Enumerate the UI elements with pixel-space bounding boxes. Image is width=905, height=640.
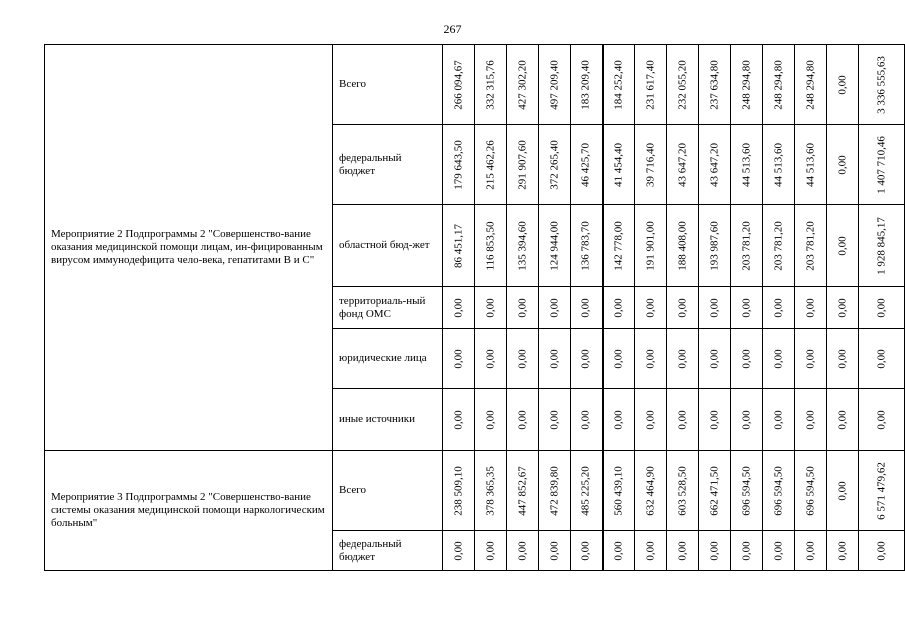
value-text: 0,00 xyxy=(836,235,848,256)
value-text: 44 513,60 xyxy=(804,142,816,187)
funding-source: Всего xyxy=(333,451,443,531)
value-text: 0,00 xyxy=(676,297,688,318)
value-cell xyxy=(827,389,859,451)
value-cell xyxy=(443,389,475,451)
value-text: 136 783,70 xyxy=(579,220,592,271)
value-text: 0,00 xyxy=(516,297,528,318)
value-text: 0,00 xyxy=(548,409,560,430)
value-cell xyxy=(699,287,731,329)
value-text: 0,00 xyxy=(676,409,688,430)
value-text: 0,00 xyxy=(804,348,816,369)
value-cell xyxy=(731,531,763,571)
value-cell xyxy=(635,287,667,329)
value-cell xyxy=(475,531,507,571)
value-text: 0,00 xyxy=(579,297,592,318)
value-cell xyxy=(667,329,699,389)
value-cell xyxy=(763,389,795,451)
value-text: 0,00 xyxy=(836,154,848,175)
value-cell xyxy=(443,287,475,329)
funding-source: областной бюд-жет xyxy=(333,205,443,287)
value-text: 0,00 xyxy=(452,409,464,430)
value-text: 0,00 xyxy=(740,297,752,318)
value-cell xyxy=(507,205,539,287)
value-text: 248 294,80 xyxy=(772,59,784,110)
value-text: 0,00 xyxy=(836,480,848,501)
table-row xyxy=(45,45,905,125)
value-text: 0,00 xyxy=(836,348,848,369)
value-text: 332 315,76 xyxy=(484,59,496,110)
value-text: 291 907,60 xyxy=(516,139,528,190)
value-cell xyxy=(539,531,571,571)
value-cell xyxy=(475,451,507,531)
value-cell xyxy=(859,389,905,451)
value-cell xyxy=(699,531,731,571)
value-text: 0,00 xyxy=(612,409,625,430)
value-text: 124 944,00 xyxy=(548,220,560,271)
value-cell xyxy=(571,329,603,389)
value-cell xyxy=(443,205,475,287)
value-cell xyxy=(539,125,571,205)
value-text: 215 462,26 xyxy=(484,139,496,190)
value-text: 203 781,20 xyxy=(740,220,752,271)
value-cell xyxy=(507,329,539,389)
value-cell xyxy=(795,329,827,389)
value-cell xyxy=(571,125,603,205)
value-cell xyxy=(571,451,603,531)
value-text: 41 454,40 xyxy=(612,142,625,187)
value-text: 135 394,60 xyxy=(516,220,528,271)
value-cell xyxy=(731,287,763,329)
value-cell xyxy=(475,205,507,287)
value-text: 378 365,35 xyxy=(484,465,496,516)
value-cell xyxy=(731,125,763,205)
value-cell xyxy=(443,451,475,531)
value-text: 0,00 xyxy=(875,348,887,369)
value-text: 696 594,50 xyxy=(772,465,784,516)
value-cell xyxy=(731,389,763,451)
value-text: 472 839,80 xyxy=(548,465,560,516)
value-cell xyxy=(603,329,635,389)
value-cell xyxy=(475,125,507,205)
value-cell xyxy=(603,205,635,287)
value-text: 0,00 xyxy=(484,297,496,318)
value-cell xyxy=(507,287,539,329)
value-text: 0,00 xyxy=(516,348,528,369)
value-cell xyxy=(859,205,905,287)
value-cell xyxy=(699,205,731,287)
value-text: 0,00 xyxy=(740,409,752,430)
value-text: 0,00 xyxy=(875,409,887,430)
value-text: 1 407 710,46 xyxy=(875,135,887,194)
value-cell xyxy=(507,45,539,125)
value-text: 0,00 xyxy=(516,409,528,430)
value-text: 0,00 xyxy=(708,409,720,430)
value-text: 696 594,50 xyxy=(804,465,816,516)
value-cell xyxy=(507,125,539,205)
value-text: 0,00 xyxy=(804,409,816,430)
value-text: 184 252,40 xyxy=(612,59,625,110)
value-cell xyxy=(763,329,795,389)
value-cell xyxy=(571,389,603,451)
value-text: 0,00 xyxy=(644,297,656,318)
value-text: 248 294,80 xyxy=(804,59,816,110)
value-text: 193 987,60 xyxy=(708,220,720,271)
value-cell xyxy=(731,205,763,287)
value-cell xyxy=(667,205,699,287)
value-cell xyxy=(699,45,731,125)
value-text: 485 225,20 xyxy=(579,465,592,516)
value-cell xyxy=(475,287,507,329)
value-text: 0,00 xyxy=(548,540,560,561)
value-cell xyxy=(571,45,603,125)
value-cell xyxy=(667,389,699,451)
value-text: 0,00 xyxy=(548,297,560,318)
value-text: 237 634,80 xyxy=(708,59,720,110)
value-text: 0,00 xyxy=(612,348,625,369)
value-text: 183 209,40 xyxy=(579,59,592,110)
value-text: 0,00 xyxy=(548,348,560,369)
value-text: 39 716,40 xyxy=(644,142,656,187)
value-text: 0,00 xyxy=(772,540,784,561)
value-cell xyxy=(443,45,475,125)
value-cell xyxy=(475,45,507,125)
value-text: 0,00 xyxy=(644,540,656,561)
value-text: 0,00 xyxy=(740,348,752,369)
value-cell xyxy=(859,329,905,389)
value-cell xyxy=(699,125,731,205)
value-text: 231 617,40 xyxy=(644,59,656,110)
value-text: 0,00 xyxy=(875,540,887,561)
value-text: 86 451,17 xyxy=(452,223,464,268)
value-cell xyxy=(699,389,731,451)
page-number: 267 xyxy=(443,22,462,36)
value-cell xyxy=(763,451,795,531)
value-text: 44 513,60 xyxy=(772,142,784,187)
event-name: Мероприятие 3 Подпрограммы 2 "Совершенство-вание системы оказания медицинской помощи наркологическим больным" xyxy=(45,451,333,571)
value-cell xyxy=(859,531,905,571)
value-text: 43 647,20 xyxy=(676,142,688,187)
value-text: 191 901,00 xyxy=(644,220,656,271)
value-text: 662 471,50 xyxy=(708,465,720,516)
value-text: 6 571 479,62 xyxy=(875,461,887,520)
table-row xyxy=(45,451,905,531)
value-cell xyxy=(827,45,859,125)
value-cell xyxy=(827,451,859,531)
value-text: 0,00 xyxy=(708,348,720,369)
value-cell xyxy=(859,287,905,329)
value-cell xyxy=(603,531,635,571)
value-cell xyxy=(763,287,795,329)
value-text: 188 408,00 xyxy=(676,220,688,271)
value-text: 0,00 xyxy=(579,348,592,369)
value-cell xyxy=(603,125,635,205)
value-cell xyxy=(827,125,859,205)
value-cell xyxy=(731,451,763,531)
value-cell xyxy=(507,531,539,571)
value-text: 497 209,40 xyxy=(548,59,560,110)
value-text: 0,00 xyxy=(452,297,464,318)
value-cell xyxy=(667,451,699,531)
value-cell xyxy=(507,451,539,531)
value-text: 0,00 xyxy=(804,540,816,561)
value-text: 0,00 xyxy=(676,540,688,561)
value-text: 203 781,20 xyxy=(804,220,816,271)
value-cell xyxy=(475,389,507,451)
value-text: 0,00 xyxy=(644,409,656,430)
value-cell xyxy=(635,125,667,205)
funding-source: федеральный бюджет xyxy=(333,125,443,205)
value-cell xyxy=(635,389,667,451)
value-text: 560 439,10 xyxy=(612,465,625,516)
value-text: 0,00 xyxy=(644,348,656,369)
value-text: 1 928 845,17 xyxy=(875,216,887,275)
value-text: 44 513,60 xyxy=(740,142,752,187)
value-text: 0,00 xyxy=(452,348,464,369)
value-cell xyxy=(699,451,731,531)
value-text: 232 055,20 xyxy=(676,59,688,110)
event-name: Мероприятие 2 Подпрограммы 2 "Совершенство-вание оказания медицинской помощи лицам, ин-фицированным вирусом иммунодефицита чело-века, гепатитами В и С" xyxy=(45,45,333,451)
value-cell xyxy=(539,45,571,125)
value-cell xyxy=(667,531,699,571)
value-text: 0,00 xyxy=(484,409,496,430)
value-cell xyxy=(635,205,667,287)
value-text: 0,00 xyxy=(836,409,848,430)
value-text: 427 302,20 xyxy=(516,59,528,110)
value-cell xyxy=(827,205,859,287)
value-cell xyxy=(635,531,667,571)
value-text: 142 778,00 xyxy=(612,220,625,271)
value-text: 116 853,50 xyxy=(484,220,496,271)
funding-source: Всего xyxy=(333,45,443,125)
value-text: 0,00 xyxy=(579,540,592,561)
value-cell xyxy=(603,451,635,531)
value-text: 43 647,20 xyxy=(708,142,720,187)
value-cell xyxy=(763,205,795,287)
value-cell xyxy=(635,329,667,389)
value-text: 3 336 555,63 xyxy=(875,55,887,114)
value-text: 0,00 xyxy=(676,348,688,369)
value-cell xyxy=(699,329,731,389)
value-cell xyxy=(763,125,795,205)
value-cell xyxy=(571,287,603,329)
value-cell xyxy=(539,451,571,531)
value-cell xyxy=(859,125,905,205)
value-cell xyxy=(603,287,635,329)
value-cell xyxy=(731,329,763,389)
value-cell xyxy=(667,287,699,329)
value-text: 0,00 xyxy=(875,297,887,318)
value-text: 0,00 xyxy=(804,297,816,318)
value-text: 696 594,50 xyxy=(740,465,752,516)
value-cell xyxy=(859,45,905,125)
value-text: 0,00 xyxy=(484,540,496,561)
value-cell xyxy=(475,329,507,389)
value-cell xyxy=(795,125,827,205)
value-cell xyxy=(667,125,699,205)
value-text: 447 852,67 xyxy=(516,465,528,516)
value-cell xyxy=(539,205,571,287)
value-text: 0,00 xyxy=(740,540,752,561)
value-cell xyxy=(635,45,667,125)
value-text: 0,00 xyxy=(612,540,625,561)
value-cell xyxy=(795,205,827,287)
value-text: 603 528,50 xyxy=(676,465,688,516)
value-cell xyxy=(571,205,603,287)
value-cell xyxy=(859,451,905,531)
value-text: 46 425,70 xyxy=(579,142,592,187)
value-text: 0,00 xyxy=(836,297,848,318)
value-cell xyxy=(795,45,827,125)
value-cell xyxy=(603,45,635,125)
value-text: 248 294,80 xyxy=(740,59,752,110)
value-cell xyxy=(539,287,571,329)
value-text: 179 643,50 xyxy=(452,139,464,190)
funding-source: федеральный бюджет xyxy=(333,531,443,571)
value-cell xyxy=(827,329,859,389)
funding-source: юридические лица xyxy=(333,329,443,389)
value-cell xyxy=(731,45,763,125)
value-text: 372 265,40 xyxy=(548,139,560,190)
value-text: 238 509,10 xyxy=(452,465,464,516)
budget-table xyxy=(44,44,905,571)
value-text: 0,00 xyxy=(452,540,464,561)
value-text: 266 094,67 xyxy=(452,59,464,110)
value-text: 0,00 xyxy=(708,540,720,561)
value-text: 0,00 xyxy=(484,348,496,369)
value-text: 0,00 xyxy=(836,540,848,561)
value-cell xyxy=(795,531,827,571)
funding-source: территориаль-ный фонд ОМС xyxy=(333,287,443,329)
value-cell xyxy=(539,329,571,389)
value-cell xyxy=(763,531,795,571)
value-cell xyxy=(443,531,475,571)
value-text: 203 781,20 xyxy=(772,220,784,271)
value-cell xyxy=(827,531,859,571)
value-text: 0,00 xyxy=(772,409,784,430)
value-text: 0,00 xyxy=(612,297,625,318)
value-cell xyxy=(795,389,827,451)
value-cell xyxy=(635,451,667,531)
value-text: 0,00 xyxy=(516,540,528,561)
value-text: 632 464,90 xyxy=(644,465,656,516)
value-text: 0,00 xyxy=(772,348,784,369)
value-text: 0,00 xyxy=(836,74,848,95)
table-body xyxy=(45,45,905,571)
funding-source: иные источники xyxy=(333,389,443,451)
value-cell xyxy=(667,45,699,125)
value-cell xyxy=(539,389,571,451)
value-cell xyxy=(603,389,635,451)
value-cell xyxy=(795,451,827,531)
value-cell xyxy=(507,389,539,451)
value-text: 0,00 xyxy=(708,297,720,318)
value-cell xyxy=(571,531,603,571)
value-cell xyxy=(443,125,475,205)
value-cell xyxy=(827,287,859,329)
value-text: 0,00 xyxy=(772,297,784,318)
value-cell xyxy=(443,329,475,389)
value-text: 0,00 xyxy=(579,409,592,430)
value-cell xyxy=(763,45,795,125)
value-cell xyxy=(795,287,827,329)
